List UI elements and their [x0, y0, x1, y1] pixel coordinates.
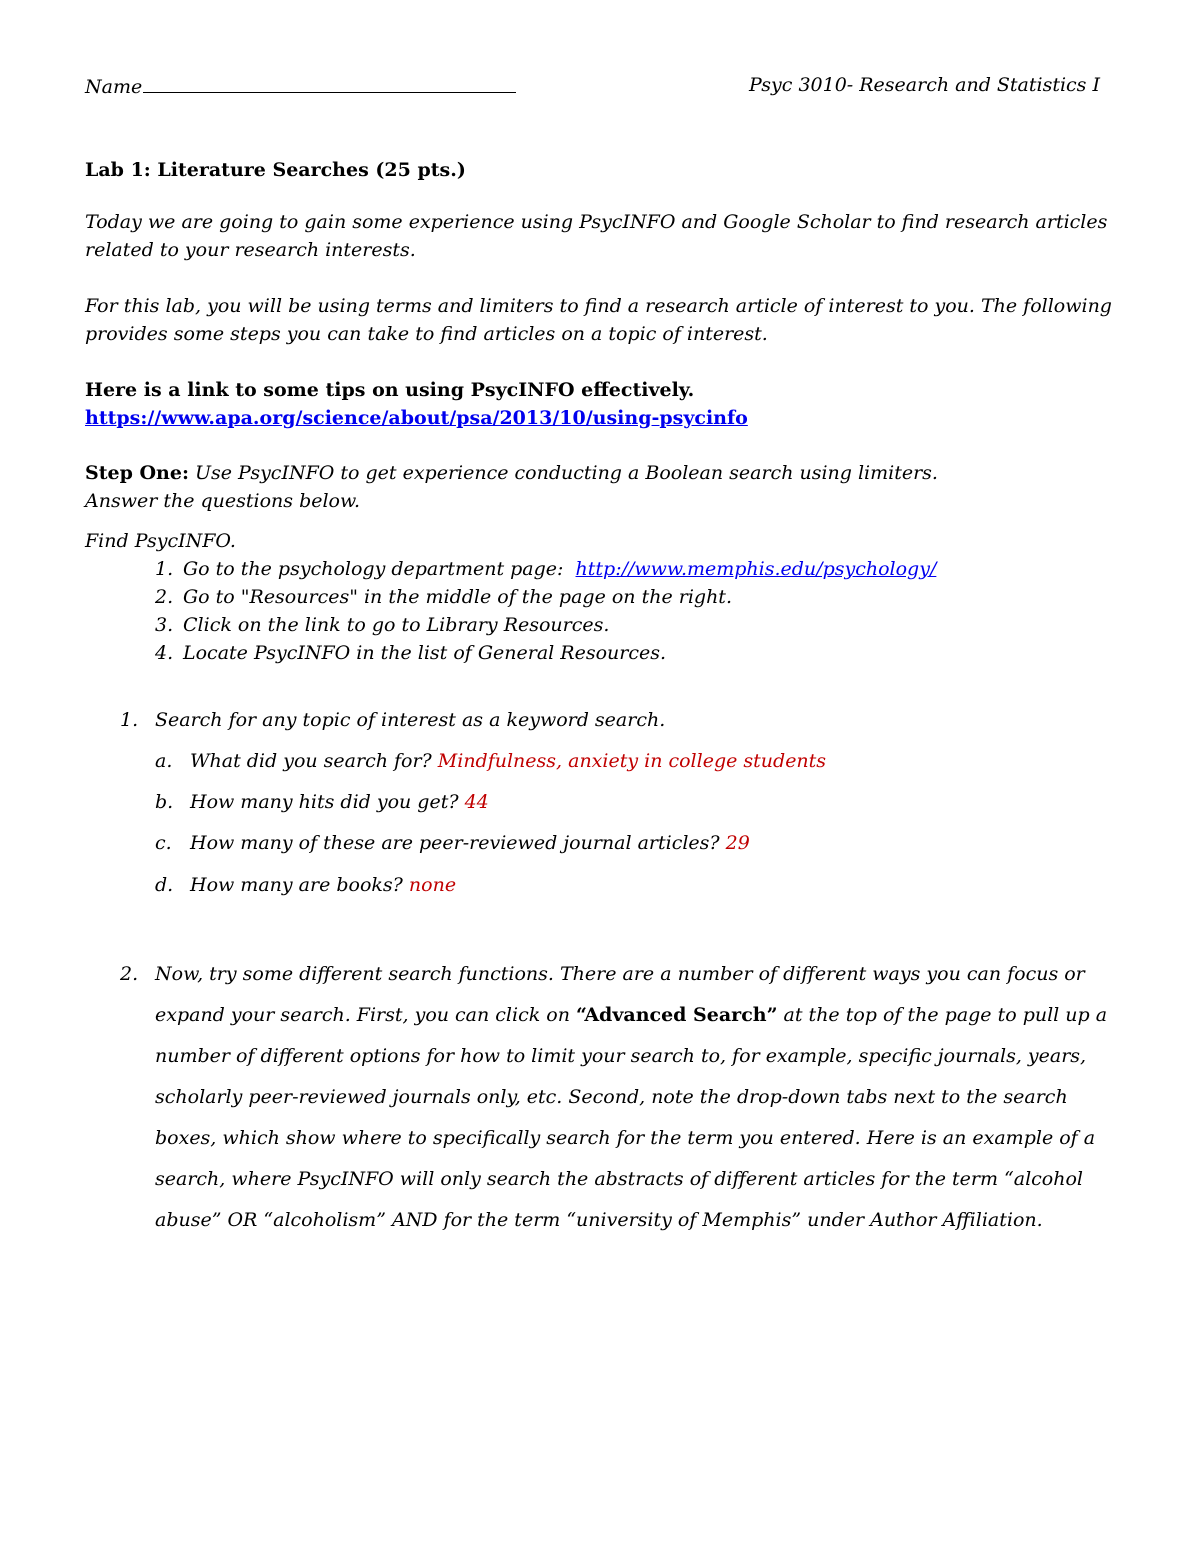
- list-text: Click on the link to go to Library Resources.: [183, 614, 610, 636]
- sub-question-text: How many hits did you get?: [190, 791, 459, 813]
- step-one-instruction: Use PsycINFO to get experience conducting a Boolean search using limiters.: [195, 462, 938, 484]
- step-one: [85, 459, 1115, 515]
- sub-answer: 44: [464, 791, 489, 813]
- question-number: 1.: [120, 709, 139, 731]
- step-one-label: Step One:: [85, 462, 189, 484]
- sub-question-text: How many are books?: [190, 874, 403, 896]
- psychology-department-link[interactable]: http://www.memphis.edu/psychology/: [575, 558, 937, 580]
- list-text: Go to "Resources" in the middle of the page on the right.: [183, 586, 732, 608]
- name-label: Name: [85, 76, 143, 98]
- sub-letter: b.: [155, 791, 174, 813]
- step-one-answer-instruction: Answer the questions below.: [85, 490, 361, 512]
- list-item: [155, 639, 936, 667]
- sub-answer: none: [408, 874, 457, 896]
- sub-question-text: How many of these are peer-reviewed journal articles?: [190, 832, 720, 854]
- sub-answer: 29: [725, 832, 750, 854]
- name-field: [85, 74, 516, 98]
- sub-answer: Mindfulness, anxiety in college students: [437, 750, 827, 772]
- list-number: 3.: [155, 614, 174, 636]
- tips-link[interactable]: https://www.apa.org/science/about/psa/2013/10/using-psycinfo: [85, 407, 748, 429]
- list-number: 1.: [155, 558, 174, 580]
- list-number: 4.: [155, 642, 174, 664]
- find-psycinfo-heading: Find PsycINFO.: [85, 530, 236, 552]
- list-item: [155, 611, 936, 639]
- name-blank-line: [143, 74, 516, 93]
- sub-question-text: What did you search for?: [190, 750, 432, 772]
- list-number: 2.: [155, 586, 174, 608]
- list-item: [155, 555, 936, 583]
- question-text: Search for any topic of interest as a keyword search.: [155, 709, 666, 731]
- find-psycinfo-steps: [155, 555, 936, 667]
- sub-letter: a.: [155, 750, 173, 772]
- tips-section: [85, 376, 1115, 432]
- tips-text: Here is a link to some tips on using PsycINFO effectively.: [85, 379, 695, 401]
- list-text: Go to the psychology department page:: [183, 558, 564, 580]
- advanced-search-term: “Advanced Search”: [576, 1004, 778, 1026]
- intro-paragraph-1: Today we are going to gain some experience using PsycINFO and Google Scholar to find research articles related to your research interests.: [85, 211, 1108, 261]
- sub-letter: c.: [155, 832, 172, 854]
- sub-letter: d.: [155, 874, 174, 896]
- question-2-text-after: at the top of the page to pull up a number of different options for how to limit your search to, for example, specific journals, years, scholarly peer-reviewed journals only, etc. Second, note the drop-down tabs next to the search boxes, which show where to specifically search for the term you entered. Here is an example of a search, where PsycINFO will only search the abstracts of different articles for the term “alcohol abuse” OR “alcoholism” AND for the term “university of Memphis” under Author Affiliation.: [155, 1004, 1108, 1231]
- question-2-text: [155, 954, 1115, 1241]
- list-item: [155, 583, 936, 611]
- question-number: 2.: [120, 963, 139, 985]
- lab-title: Lab 1: Literature Searches (25 pts.): [85, 159, 466, 181]
- question-2-text-before: Now, try some different search functions. There are a number of different ways you can focus or expand your search. First, you can click on: [155, 963, 1085, 1026]
- intro-paragraph-2: For this lab, you will be using terms and limiters to find a research article of interest to you. The following provides some steps you can take to find articles on a topic of interest.: [85, 295, 1112, 345]
- list-text: Locate PsycINFO in the list of General Resources.: [183, 642, 667, 664]
- course-title: Psyc 3010- Research and Statistics I: [749, 74, 1100, 96]
